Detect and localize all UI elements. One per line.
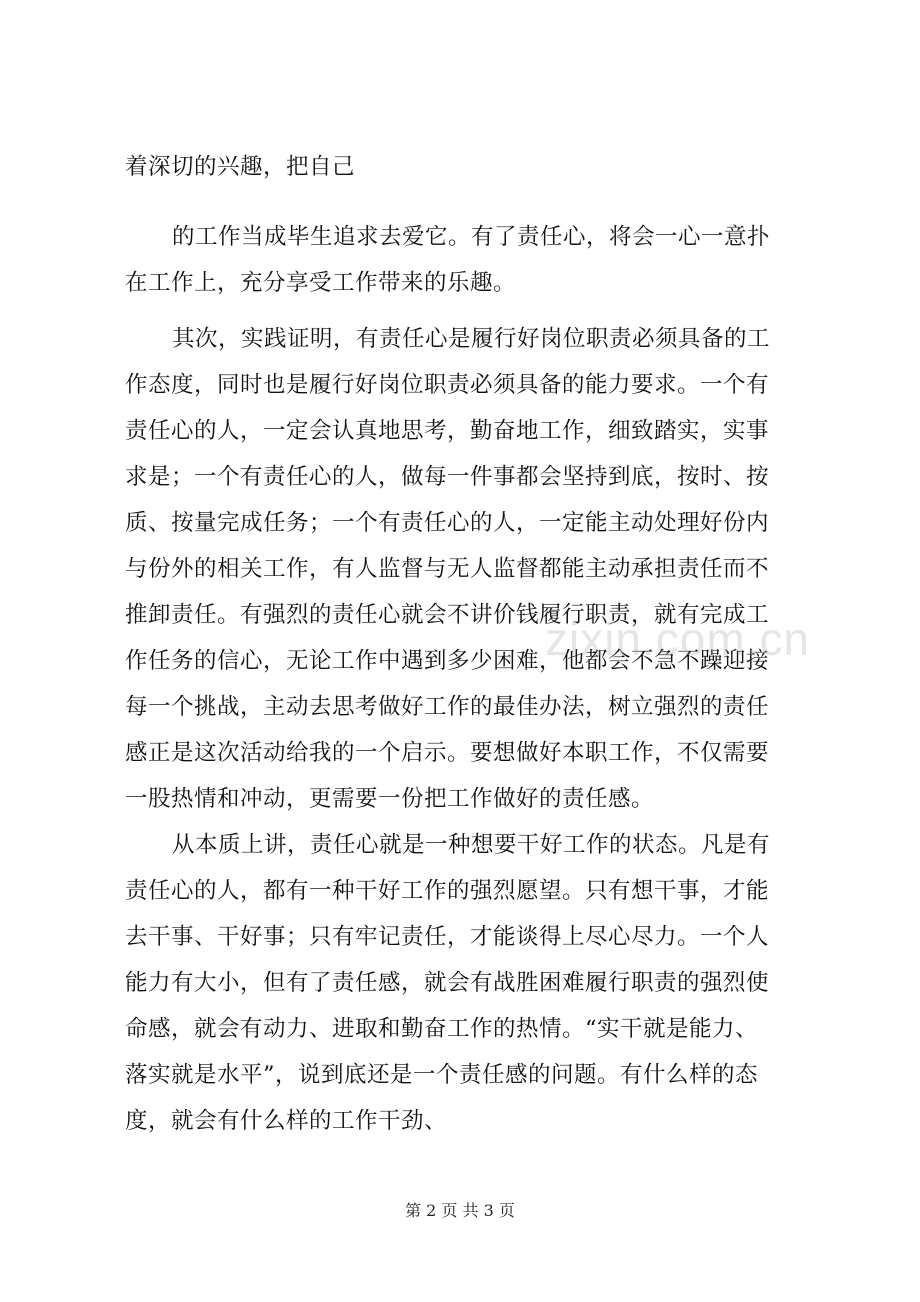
page-footer: 第 2 页 共 3 页 [405, 1201, 515, 1220]
text-line: 着深切的兴趣，把自己 [125, 154, 356, 180]
text-line: 与份外的相关工作，有人监督与无人监督都能主动承担责任而不 [125, 556, 770, 582]
text-line: 推卸责任。有强烈的责任心就会不讲价钱履行职责，就有完成工 [125, 602, 770, 628]
text-line: 每一个挑战，主动去思考做好工作的最佳办法，树立强烈的责任 [125, 694, 770, 720]
text-line: 度，就会有什么样的工作干劲、 [125, 1108, 448, 1134]
text-line: 的工作当成毕生追求去爱它。有了责任心，将会一心一意扑 [172, 224, 771, 250]
text-line: 质、按量完成任务；一个有责任心的人，一定能主动处理好份内 [125, 510, 770, 536]
text-line: 感正是这次活动给我的一个启示。要想做好本职工作，不仅需要 [125, 740, 770, 766]
text-line: 责任心的人，一定会认真地思考，勤奋地工作，细致踏实，实事 [125, 418, 770, 444]
text-line: 能力有大小，但有了责任感，就会有战胜困难履行职责的强烈使 [125, 970, 770, 996]
text-line: 在工作上，充分享受工作带来的乐趣。 [125, 270, 517, 296]
text-line: 作态度，同时也是履行好岗位职责必须具备的能力要求。一个有 [125, 372, 770, 398]
text-line: 一股热情和冲动，更需要一份把工作做好的责任感。 [125, 786, 655, 812]
text-line: 命感，就会有动力、进取和勤奋工作的热情。“实干就是能力、 [125, 1016, 759, 1042]
text-line: 落实就是水平”，说到底还是一个责任感的问题。有什么样的态 [125, 1062, 759, 1088]
text-line: 求是；一个有责任心的人，做每一件事都会坚持到底，按时、按 [125, 464, 770, 490]
text-line: 责任心的人，都有一种干好工作的强烈愿望。只有想干事，才能 [125, 878, 770, 904]
text-line: 其次，实践证明，有责任心是履行好岗位职责必须具备的工 [172, 326, 771, 352]
watermark: zixin.com.cn [545, 613, 811, 665]
text-line: 从本质上讲，责任心就是一种想要干好工作的状态。凡是有 [172, 832, 771, 858]
text-line: 作任务的信心，无论工作中遇到多少困难，他都会不急不躁迎接 [125, 648, 770, 674]
text-line: 去干事、干好事；只有牢记责任，才能谈得上尽心尽力。一个人 [125, 924, 770, 950]
